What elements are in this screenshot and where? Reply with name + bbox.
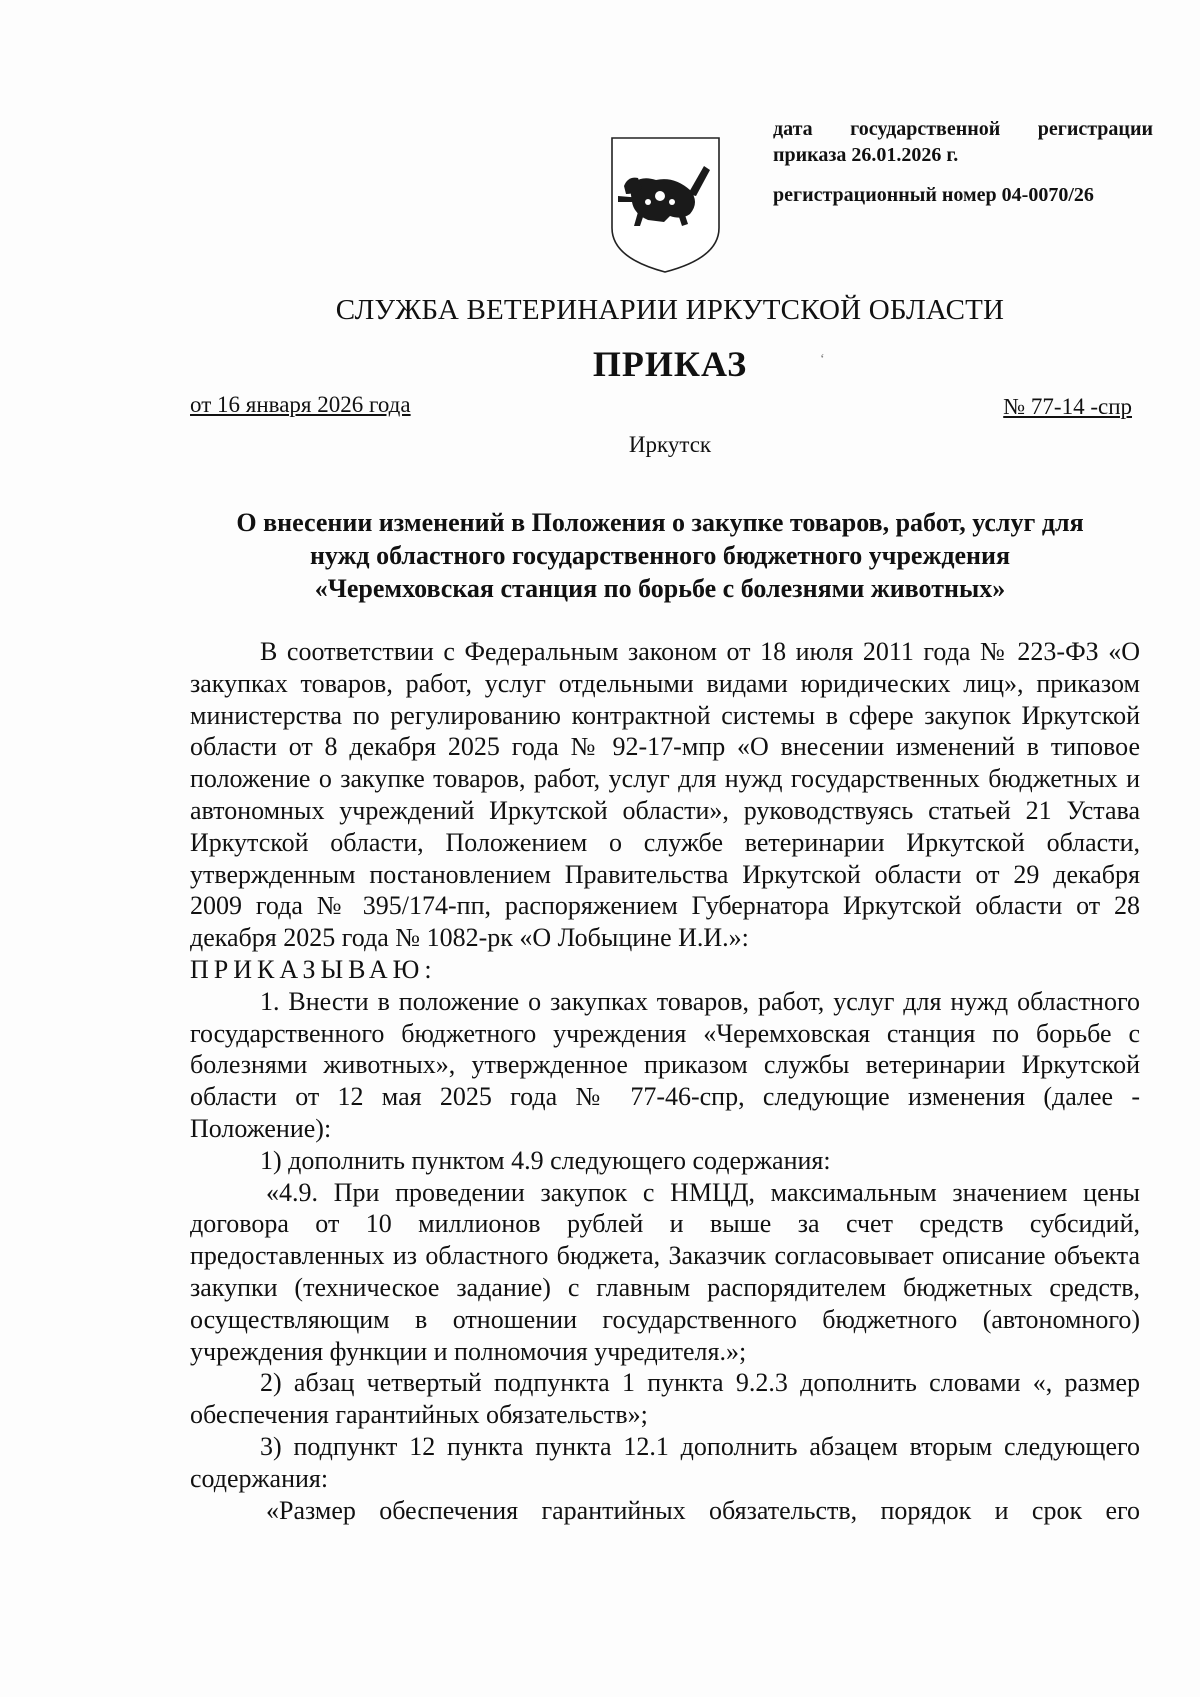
order-directive: ПРИКАЗЫВАЮ: bbox=[190, 954, 437, 984]
order-number: № 77-14 -спр bbox=[1003, 394, 1132, 419]
agency-name: СЛУЖБА ВЕТЕРИНАРИИ ИРКУТСКОЙ ОБЛАСТИ bbox=[335, 294, 1005, 326]
order-body bbox=[190, 636, 1140, 1526]
subject-line: О внесении изменений в Положения о закупке товаров, работ, услуг для bbox=[236, 508, 1084, 537]
quote-guarantee-paragraph: «Размер обеспечения гарантийных обязательств, порядок и срок его bbox=[266, 1495, 1140, 1525]
city: Иркутск bbox=[628, 432, 712, 457]
pen-mark: ʻ bbox=[820, 352, 825, 367]
registration-number: регистрационный номер 04-0070/26 bbox=[773, 184, 1094, 206]
registration-stamp bbox=[773, 116, 1153, 208]
registration-date-label: дата государственной регистрации bbox=[773, 118, 1153, 140]
coat-of-arms-icon bbox=[608, 136, 723, 274]
subject-line: нужд областного государственного бюджетного учреждения bbox=[309, 541, 1011, 570]
document-type: ПРИКАЗ bbox=[592, 344, 748, 384]
order-subject bbox=[190, 506, 1130, 605]
registration-date: приказа 26.01.2026 г. bbox=[773, 144, 959, 166]
subitem-1-paragraph: 1) дополнить пунктом 4.9 следующего содержания: bbox=[260, 1145, 831, 1175]
subitem-3-paragraph: 3) подпункт 12 пункта пункта 12.1 дополнить абзацем вторым следующего содержания: bbox=[190, 1431, 1140, 1493]
subject-line: «Черемховская станция по борьбе с болезнями животных» bbox=[314, 574, 1006, 603]
order-date: от 16 января 2026 года bbox=[190, 392, 411, 417]
preamble-paragraph: В соответствии с Федеральным законом от 18 июля 2011 года № 223-ФЗ «О закупках товаров, работ, услуг отдельными видами юридических лиц», приказом министерства по регулированию контрактной системы в сфере закупок Иркутской области от 8 декабря 2025 года № 92-17-мпр «О внесении изменений в типовое положение о закупке товаров, работ, услуг для нужд государственных бюджетных и автономных учреждений Иркутской области», руководствуясь статьей 21 Устава Иркутской области, Положением о службе ветеринарии Иркутской области, утвержденным постановлением Правительства Иркутской области от 29 декабря 2009 года № 395/174-пп, распоряжением Губернатора Иркутской области от 28 декабря 2025 года № 1082-рк «О Лобыцине И.И.»: bbox=[190, 637, 1140, 953]
item-1-paragraph: 1. Внести в положение о закупках товаров, работ, услуг для нужд областного государственного бюджетного учреждения «Черемховская станция по борьбе с болезнями животных», утвержденное приказом службы ветеринарии Иркутской области от 12 мая 2025 года № 77-46-спр, следующие изменения (далее - Положение): bbox=[190, 986, 1140, 1143]
quote-4-9-paragraph: «4.9. При проведении закупок с НМЦД, максимальным значением цены договора от 10 миллионов рублей и выше за счет средств субсидий, предоставленных из областного бюджета, Заказчик согласовывает описание объекта закупки (техническое задание) с главным распорядителем бюджетных средств, осуществляющим в отношении государственного бюджетного (автономного) учреждения функции и полномочия учредителя.»; bbox=[190, 1177, 1140, 1366]
subitem-2-paragraph: 2) абзац четвертый подпункта 1 пункта 9.2.3 дополнить словами «, размер обеспечения гарантийных обязательств»; bbox=[190, 1368, 1140, 1430]
